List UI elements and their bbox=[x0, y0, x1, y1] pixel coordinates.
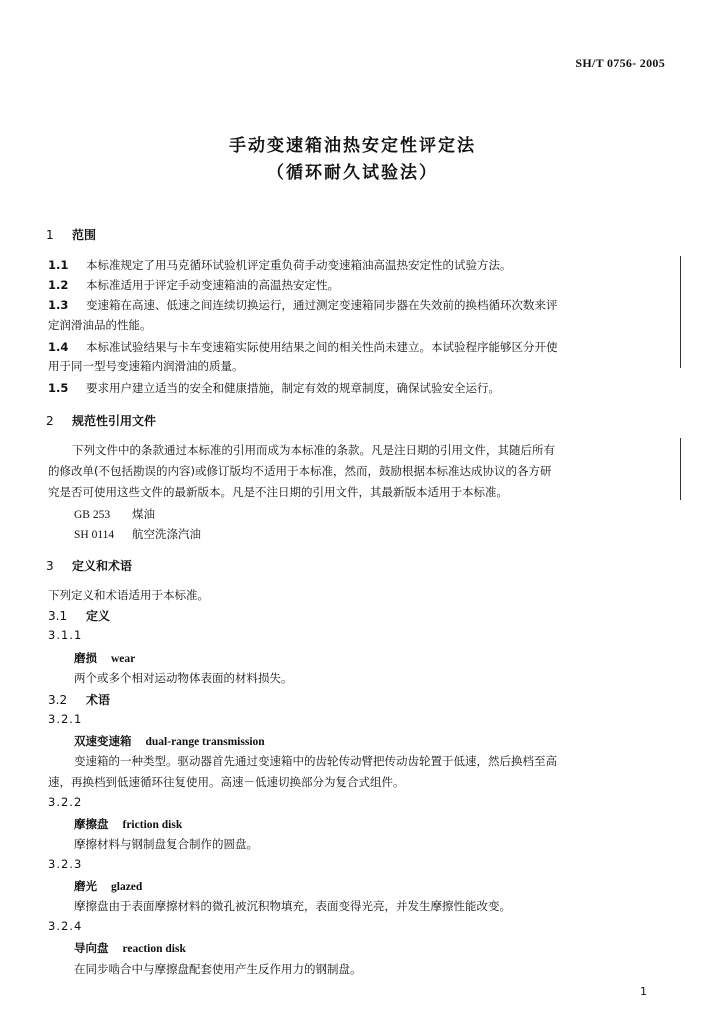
normative-para-line-3: 究是否可使用这些文件的最新版本。凡是不注日期的引用文件，其最新版本适用于本标准。 bbox=[48, 485, 508, 499]
section-2-heading bbox=[46, 412, 156, 429]
reference-item bbox=[74, 526, 201, 542]
standard-number: SH/T 0756- 2005 bbox=[575, 56, 665, 70]
change-bar bbox=[680, 438, 681, 500]
term-dual-range-transmission bbox=[74, 733, 265, 749]
clause-text: 本标准适用于评定手动变速箱油的高温热安定性。 bbox=[86, 278, 339, 292]
term-en: glazed bbox=[111, 881, 143, 893]
term-reaction-disk bbox=[74, 940, 186, 956]
section-1-heading bbox=[46, 226, 96, 243]
term-cn: 摩擦盘 bbox=[74, 817, 109, 831]
section-title: 范围 bbox=[72, 228, 97, 242]
clause-number: 1.5 bbox=[48, 381, 69, 395]
clause-1-2 bbox=[48, 277, 339, 293]
reference-code: GB 253 bbox=[74, 509, 111, 521]
clause-number: 1.1 bbox=[48, 258, 69, 272]
section-number: 1 bbox=[46, 228, 54, 242]
term-glazed bbox=[74, 878, 142, 894]
section-title: 定义和术语 bbox=[72, 559, 133, 573]
subsection-3-2 bbox=[48, 691, 110, 708]
section-3-heading bbox=[46, 557, 132, 574]
clause-1-5 bbox=[48, 380, 500, 396]
term-definition: 在同步啮合中与摩擦盘配套使用产生反作用力的钢制盘。 bbox=[74, 962, 362, 976]
subsection-3-1 bbox=[48, 607, 110, 624]
reference-code: SH 0114 bbox=[74, 529, 115, 541]
term-definition: 摩擦材料与钢制盘复合制作的圆盘。 bbox=[74, 837, 258, 851]
section-title: 规范性引用文件 bbox=[72, 414, 157, 428]
term-wear bbox=[74, 650, 135, 666]
term-definition: 两个或多个相对运动物体表面的材料损失。 bbox=[74, 671, 293, 685]
term-definition-continued: 速，再换档到低速循环往复使用。高速－低速切换部分为复合式组件。 bbox=[48, 775, 405, 789]
page-number: 1 bbox=[640, 985, 647, 998]
subsection-number: 3.2 bbox=[48, 693, 68, 707]
clause-text: 本标准试验结果与卡车变速箱实际使用结果之间的相关性尚未建立。本试验程序能够区分开使 bbox=[86, 340, 558, 354]
clause-1-3-continued: 定润滑油品的性能。 bbox=[48, 318, 152, 332]
clause-number: 3.2.1 bbox=[48, 712, 83, 726]
reference-name: 煤油 bbox=[132, 507, 155, 521]
document-title: 手动变速箱油热安定性评定法 bbox=[229, 136, 476, 156]
subsection-title: 术语 bbox=[86, 693, 111, 707]
clause-1-1 bbox=[48, 257, 512, 273]
term-cn: 双速变速箱 bbox=[74, 734, 132, 748]
term-cn: 磨损 bbox=[74, 651, 97, 665]
clause-number: 1.4 bbox=[48, 340, 69, 354]
clause-number: 1.3 bbox=[48, 298, 69, 312]
term-en: reaction disk bbox=[122, 943, 186, 955]
clause-text: 变速箱在高速、低速之间连续切换运行，通过测定变速箱同步器在失效前的换档循环次数来评 bbox=[86, 298, 558, 312]
section-3-intro: 下列定义和术语适用于本标准。 bbox=[48, 588, 209, 602]
clause-text: 要求用户建立适当的安全和健康措施，制定有效的规章制度，确保试验安全运行。 bbox=[86, 381, 500, 395]
term-en: wear bbox=[111, 653, 136, 665]
document-subtitle: （循环耐久试验法） bbox=[267, 163, 438, 183]
term-en: dual-range transmission bbox=[145, 736, 265, 748]
term-friction-disk bbox=[74, 816, 182, 832]
normative-para-line-2: 的修改单(不包括勘误的内容)或修订版均不适用于本标准，然而，鼓励根据本标准达成协议的各方研 bbox=[48, 464, 552, 478]
term-definition: 摩擦盘由于表面摩擦材料的微孔被沉积物填充，表面变得光亮，并发生摩擦性能改变。 bbox=[74, 899, 511, 913]
section-number: 3 bbox=[46, 559, 54, 573]
clause-1-3 bbox=[48, 297, 558, 313]
clause-1-4 bbox=[48, 339, 558, 355]
term-cn: 导向盘 bbox=[74, 941, 109, 955]
clause-number: 1.2 bbox=[48, 278, 69, 292]
change-bar bbox=[680, 256, 681, 368]
reference-name: 航空洗涤汽油 bbox=[132, 527, 201, 541]
clause-1-4-continued: 用于同一型号变速箱内润滑油的质量。 bbox=[48, 359, 244, 373]
term-en: friction disk bbox=[122, 819, 183, 831]
term-definition: 变速箱的一种类型。驱动器首先通过变速箱中的齿轮传动臂把传动齿轮置于低速，然后换档至高 bbox=[74, 754, 557, 768]
clause-number: 3.2.4 bbox=[48, 919, 83, 933]
normative-para-line-1: 下列文件中的条款通过本标准的引用而成为本标准的条款。凡是注日期的引用文件，其随后所有 bbox=[72, 443, 555, 457]
subsection-title: 定义 bbox=[86, 609, 111, 623]
subsection-number: 3.1 bbox=[48, 609, 68, 623]
clause-number: 3.1.1 bbox=[48, 628, 83, 642]
clause-number: 3.2.2 bbox=[48, 795, 83, 809]
clause-number: 3.2.3 bbox=[48, 857, 83, 871]
term-cn: 磨光 bbox=[74, 879, 97, 893]
clause-text: 本标准规定了用马克循环试验机评定重负荷手动变速箱油高温热安定性的试验方法。 bbox=[86, 258, 512, 272]
reference-item bbox=[74, 506, 155, 522]
section-number: 2 bbox=[46, 414, 54, 428]
